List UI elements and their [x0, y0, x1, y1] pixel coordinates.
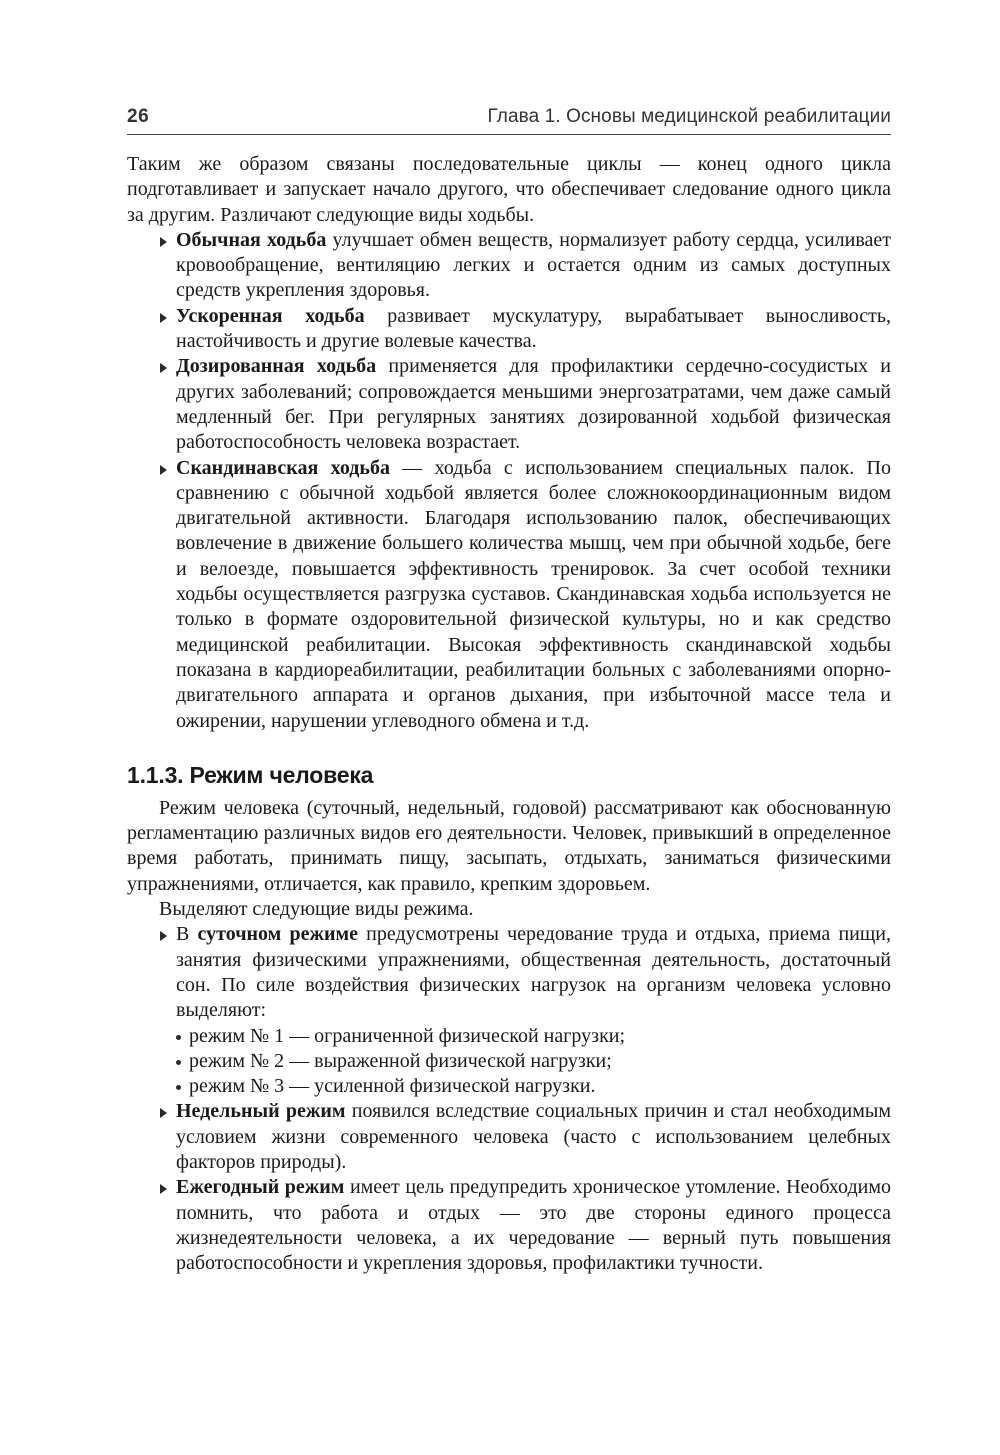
list-item-walking-normal	[127, 228, 891, 304]
daily-regime-sublist	[176, 1024, 891, 1100]
definition-text: имеет цель предупредить хроническое утомление. Необходимо помнить, что работа и отдых — это две стороны единого процесса жизнедеятельности человека, а их чередование — верный путь повышения работоспособности и укрепления здоровья, профилактики тучности.	[176, 1176, 892, 1275]
header-rule	[127, 134, 891, 135]
triangle-bullet-icon	[160, 1108, 167, 1118]
term-nordic-walking: Скандинавская ходьба	[176, 456, 390, 479]
list-item-weekly-regime	[127, 1099, 891, 1175]
page-body	[127, 152, 891, 1276]
definition-text: улучшает обмен веществ, нормализует работу сердца, усиливает кровообращение, вентиляцию легких и остается одним из самых доступных средств укрепления здоровья.	[176, 228, 891, 302]
triangle-bullet-icon	[160, 363, 167, 373]
dot-bullet-icon	[176, 1085, 181, 1090]
list-item-walking-fast	[127, 304, 891, 355]
page-number: 26	[127, 106, 150, 127]
term-fast-walking: Ускоренная ходьба	[176, 304, 365, 327]
dot-bullet-icon	[176, 1035, 181, 1040]
term-dosed-walking: Дозированная ходьба	[176, 355, 377, 378]
term-normal-walking: Обычная ходьба	[176, 228, 327, 251]
list-item-walking-dosed	[127, 354, 891, 455]
intro-paragraph: Таким же образом связаны последовательные циклы — конец одного цикла подготавливает и запускает начало другого, что обеспечивает следование одного цикла за другим. Различают следующие виды ходьбы.	[127, 153, 891, 226]
chapter-title: Глава 1. Основы медицинской реабилитации	[487, 106, 891, 127]
definition-text: — ходьба с использованием специальных палок. По сравнению с обычной ходьбой является более сложнокоординационным видом двигательной активности. Благодаря использованию палок, обеспечивающих вовлечение в движение большего количества мышц, чем при обычной ходьбе, беге и велоезде, повышается эффективность тренировок. За счет особой техники ходьбы осуществляется разгрузка суставов. Скандинавская ходьба используется не только в формате оздоровительной физической культуры, но и как средство медицинской реабилитации. Высокая эффективность скандинавской ходьбы показана в кардиореабилитации, реабилитации больных с заболеваниями опорно-двигательного аппарата и органов дыхания, при избыточной массе тела и ожирении, нарушении углеводного обмена и т.д.	[176, 456, 892, 732]
list-item-walking-nordic	[127, 456, 891, 734]
triangle-bullet-icon	[160, 237, 167, 247]
triangle-bullet-icon	[160, 931, 167, 941]
definition-text: развивает мускулатуру, вырабатывает выносливость, настойчивость и другие волевые качества.	[176, 304, 891, 353]
item-prefix: В	[176, 923, 198, 946]
regimes-list	[127, 922, 891, 1276]
triangle-bullet-icon	[160, 313, 167, 323]
walking-types-list	[127, 228, 891, 734]
term-weekly-regime: Недельный режим	[176, 1100, 346, 1123]
section-paragraph: Режим человека (суточный, недельный, годовой) рассматривают как обоснованную регламентацию различных видов его деятельности. Человек, привыкший в определенное время работать, принимать пищу, засыпать, отдыхать, заниматься физическими упражнениями, отличается, как правило, крепким здоровьем.	[127, 796, 891, 895]
list-item-daily-regime	[127, 922, 891, 1099]
sublist-item: режим № 2 — выраженной физической нагрузки;	[176, 1049, 891, 1074]
triangle-bullet-icon	[160, 1184, 167, 1194]
term-yearly-regime: Ежегодный режим	[176, 1176, 345, 1199]
section-heading: 1.1.3. Режим человека	[127, 761, 374, 788]
list-item-yearly-regime	[127, 1175, 891, 1276]
definition-text: предусмотрены чередование труда и отдыха, приема пищи, занятия физическими упражнениями, общественная деятельность, достаточный сон. По силе воздействия физических нагрузок на организм человека условно выделяют:	[176, 923, 891, 1022]
sublist-item: режим № 1 — ограниченной физической нагрузки;	[176, 1024, 891, 1049]
section-paragraph: Выделяют следующие виды режима.	[159, 898, 474, 921]
running-header	[127, 104, 891, 134]
triangle-bullet-icon	[160, 465, 167, 475]
dot-bullet-icon	[176, 1060, 181, 1065]
term-daily-regime: суточном режиме	[197, 923, 358, 946]
definition-text: применяется для профилактики сердечно-сосудистых и других заболеваний; сопровождается меньшими энергозатратами, чем даже самый медленный бег. При регулярных занятиях дозированной ходьбой физическая работоспособность человека возрастает.	[176, 355, 892, 454]
definition-text: появился вследствие социальных причин и стал необходимым условием жизни современного человека (часто с использованием целебных факторов природы).	[176, 1100, 891, 1173]
sublist-item: режим № 3 — усиленной физической нагрузки.	[176, 1074, 891, 1099]
